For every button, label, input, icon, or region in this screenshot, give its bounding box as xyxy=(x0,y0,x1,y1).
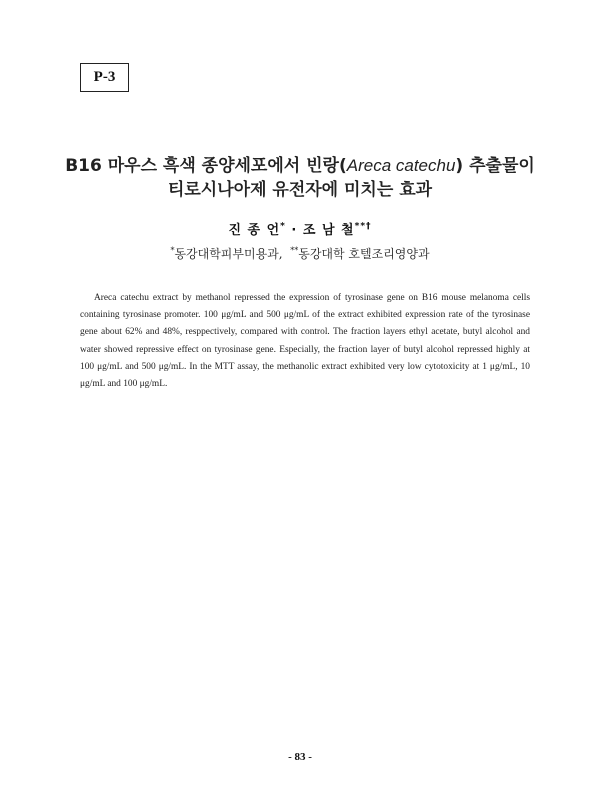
affiliation-2-mark: ** xyxy=(290,246,299,255)
author-2-mark: **† xyxy=(354,221,372,232)
title-text-before: B16 마우스 흑색 종양세포에서 빈랑( xyxy=(65,156,347,176)
paper-title-line-2: 티로시나아제 유전자에 미치는 효과 xyxy=(167,180,433,200)
author-name-1: 진 종 언 xyxy=(228,223,281,238)
author-name-2: 조 남 철 xyxy=(302,223,355,238)
affiliation-1-mark: * xyxy=(170,246,175,255)
affiliation-1: 동강대학피부미용과, xyxy=(174,247,283,261)
affiliation-2: 동강대학 호텔조리영양과 xyxy=(298,247,430,261)
title-species-name: Areca catechu xyxy=(346,156,456,175)
poster-code-box xyxy=(80,63,129,92)
title-text-after: ) 추출물이 xyxy=(455,156,535,176)
paper-title-line-1 xyxy=(40,151,560,176)
author-list xyxy=(0,219,600,238)
poster-code: P-3 xyxy=(93,69,116,85)
abstract xyxy=(80,290,530,393)
page-number: - 83 - xyxy=(288,751,312,763)
affiliation-line xyxy=(0,245,600,262)
author-1-mark: * xyxy=(280,221,286,232)
abstract-text: Areca catechu extract by methanol repressed the expression of tyrosinase gene on B16 mouse melanoma cells containing tyrosinase promoter. 100 μg/mL and 500 μg/mL of the extract exhibited expression rate of the tyrosinase gene about 62% and 48%, resppectively, compared with control. The fraction layers ethyl acetate, butyl alcohol and water showed repressive effect on tyrosinase gene. Especially, the fraction layer of butyl alcohol repressed highly at 100 μg/mL and 500 μg/mL. In the MTT assay, the methanolic extract exhibited very low cytotoxicity at 1 μg/mL, 10 μg/mL and 100 μg/mL. xyxy=(80,293,530,390)
author-separator: · xyxy=(285,223,303,238)
